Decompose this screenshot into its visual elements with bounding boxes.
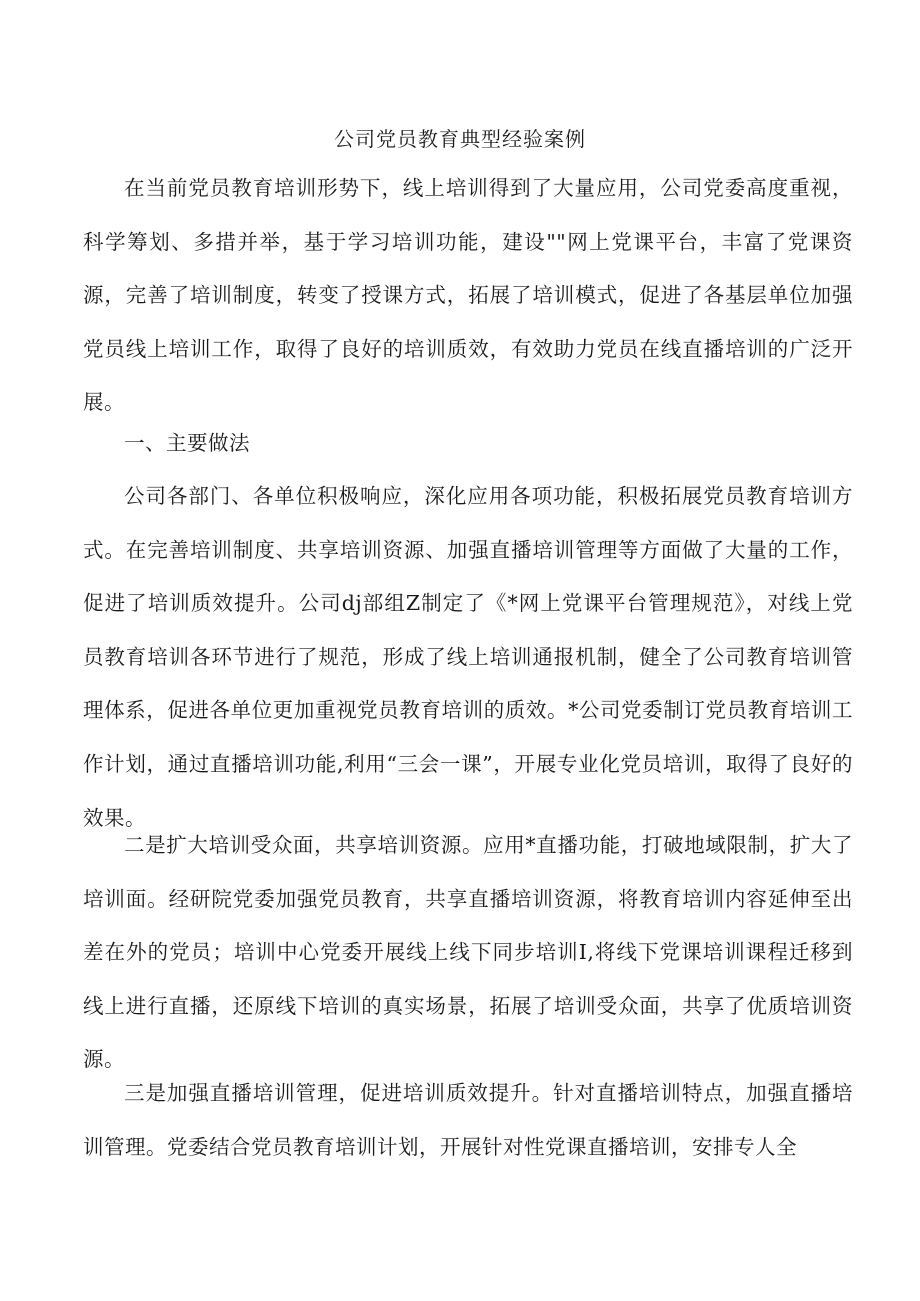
body-paragraph-practices: 公司各部门、各单位积极响应，深化应用各项功能，积极拓展党员教育培训方式。在完善培训制度、共享培训资源、加强直播培训管理等方面做了大量的工作，促进了培训质效提升。公司dj部组Z制定了《*网上党课平台管理规范》，对线上党员教育培训各环节进行了规范，形成了线上培训通报机制，健全了公司教育培训管理体系，促进各单位更加重视党员教育培训的质效。*公司党委制订党员教育培训工作计划，通过直播培训功能,利用“三会一课”，开展专业化党员培训，取得了良好的效果。 [83,484,853,830]
intro-paragraph: 在当前党员教育培训形势下，线上培训得到了大量应用，公司党委高度重视，科学筹划、多措并举，基于学习培训功能，建设""网上党课平台，丰富了党课资源，完善了培训制度，转变了授课方式，拓展了培训模式，促进了各基层单位加强党员线上培训工作，取得了良好的培训质效，有效助力党员在线直播培训的广泛开展。 [83,176,853,415]
body-paragraph-expand-audience: 二是扩大培训受众面，共享培训资源。应用*直播功能，打破地域限制，扩大了培训面。经研院党委加强党员教育，共享直播培训资源，将教育培训内容延伸至出差在外的党员；培训中心党委开展线上线下同步培训I,将线下党课培训课程迁移到线上进行直播，还原线下培训的真实场景，拓展了培训受众面，共享了优质培训资源。 [83,833,853,1072]
section-heading-main-practices: 一、主要做法 [124,431,250,455]
document-title: 公司党员教育典型经验案例 [334,127,586,151]
body-paragraph-live-management: 三是加强直播培训管理，促进培训质效提升。针对直播培训特点，加强直播培训管理。党委结合党员教育培训计划，开展针对性党课直播培训，安排专人全 [83,1081,853,1159]
